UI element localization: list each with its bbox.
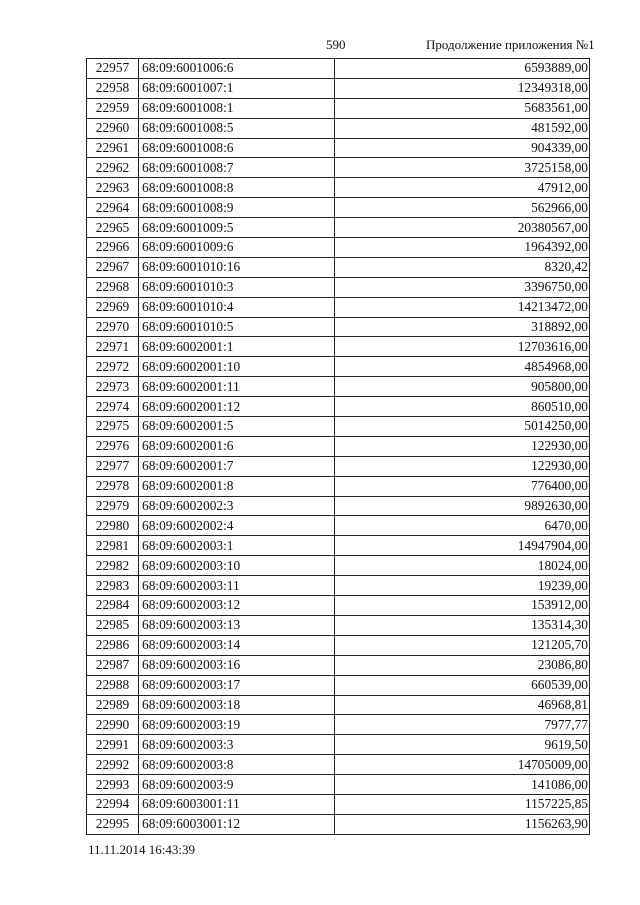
table-row: [87, 496, 590, 516]
row-number-cell: 22979: [87, 496, 139, 516]
row-number-cell: 22987: [87, 655, 139, 675]
cadastral-number-cell: 68:09:6002001:6: [139, 436, 335, 456]
cadastral-value-cell: 18024,00: [335, 556, 590, 576]
table-row: [87, 218, 590, 238]
cadastral-number-cell: 68:09:6001010:16: [139, 257, 335, 277]
cadastral-value-cell: 3396750,00: [335, 277, 590, 297]
cadastral-value-cell: 7977,77: [335, 715, 590, 735]
row-number-cell: 22993: [87, 775, 139, 795]
table-row: [87, 337, 590, 357]
table-row: [87, 98, 590, 118]
cadastral-number-cell: 68:09:6002001:5: [139, 417, 335, 437]
row-number-cell: 22986: [87, 635, 139, 655]
cadastral-number-cell: 68:09:6001009:5: [139, 218, 335, 238]
table-row: [87, 158, 590, 178]
cadastral-value-cell: 47912,00: [335, 178, 590, 198]
row-number-cell: 22984: [87, 596, 139, 616]
table-row: [87, 357, 590, 377]
row-number-cell: 22991: [87, 735, 139, 755]
table-row: [87, 755, 590, 775]
row-number-cell: 22981: [87, 536, 139, 556]
cadastral-number-cell: 68:09:6002001:11: [139, 377, 335, 397]
row-number-cell: 22975: [87, 417, 139, 437]
table-row: [87, 317, 590, 337]
row-number-cell: 22976: [87, 436, 139, 456]
table-row: [87, 695, 590, 715]
cadastral-value-cell: 14947904,00: [335, 536, 590, 556]
cadastral-number-cell: 68:09:6002002:4: [139, 516, 335, 536]
table-row: [87, 456, 590, 476]
row-number-cell: 22961: [87, 138, 139, 158]
table-row: [87, 536, 590, 556]
cadastral-value-cell: 122930,00: [335, 456, 590, 476]
table-row: [87, 715, 590, 735]
table-row: [87, 814, 590, 834]
cadastral-number-cell: 68:09:6001008:7: [139, 158, 335, 178]
cadastral-value-cell: 5014250,00: [335, 417, 590, 437]
cadastral-value-cell: 141086,00: [335, 775, 590, 795]
table-row: [87, 178, 590, 198]
cadastral-value-cell: 481592,00: [335, 118, 590, 138]
table-row: [87, 615, 590, 635]
cadastral-number-cell: 68:09:6001008:1: [139, 98, 335, 118]
row-number-cell: 22989: [87, 695, 139, 715]
cadastral-value-cell: 9619,50: [335, 735, 590, 755]
cadastral-value-cell: 660539,00: [335, 675, 590, 695]
registry-table: [86, 58, 590, 835]
row-number-cell: 22959: [87, 98, 139, 118]
row-number-cell: 22968: [87, 277, 139, 297]
cadastral-value-cell: 14705009,00: [335, 755, 590, 775]
cadastral-value-cell: 23086,80: [335, 655, 590, 675]
cadastral-number-cell: 68:09:6003001:11: [139, 794, 335, 814]
cadastral-number-cell: 68:09:6002003:10: [139, 556, 335, 576]
table-row: [87, 576, 590, 596]
row-number-cell: 22963: [87, 178, 139, 198]
cadastral-value-cell: 904339,00: [335, 138, 590, 158]
cadastral-number-cell: 68:09:6001008:8: [139, 178, 335, 198]
cadastral-number-cell: 68:09:6002003:3: [139, 735, 335, 755]
row-number-cell: 22957: [87, 59, 139, 79]
row-number-cell: 22964: [87, 198, 139, 218]
table-row: [87, 138, 590, 158]
row-number-cell: 22994: [87, 794, 139, 814]
registry-table-body: [87, 59, 590, 835]
table-row: [87, 675, 590, 695]
row-number-cell: 22982: [87, 556, 139, 576]
cadastral-number-cell: 68:09:6001010:3: [139, 277, 335, 297]
table-row: [87, 635, 590, 655]
cadastral-number-cell: 68:09:6001006:6: [139, 59, 335, 79]
row-number-cell: 22970: [87, 317, 139, 337]
cadastral-number-cell: 68:09:6002003:11: [139, 576, 335, 596]
cadastral-number-cell: 68:09:6002003:12: [139, 596, 335, 616]
continuation-note: Продолжение приложения №1: [426, 37, 595, 52]
cadastral-value-cell: 1964392,00: [335, 238, 590, 258]
cadastral-number-cell: 68:09:6001008:6: [139, 138, 335, 158]
table-row: [87, 775, 590, 795]
row-number-cell: 22992: [87, 755, 139, 775]
cadastral-number-cell: 68:09:6001008:9: [139, 198, 335, 218]
table-row: [87, 397, 590, 417]
cadastral-value-cell: 12703616,00: [335, 337, 590, 357]
cadastral-number-cell: 68:09:6002003:18: [139, 695, 335, 715]
cadastral-number-cell: 68:09:6003001:12: [139, 814, 335, 834]
cadastral-number-cell: 68:09:6002003:1: [139, 536, 335, 556]
row-number-cell: 22958: [87, 78, 139, 98]
cadastral-value-cell: 9892630,00: [335, 496, 590, 516]
row-number-cell: 22990: [87, 715, 139, 735]
table-row: [87, 417, 590, 437]
row-number-cell: 22983: [87, 576, 139, 596]
table-row: [87, 556, 590, 576]
cadastral-number-cell: 68:09:6002003:13: [139, 615, 335, 635]
cadastral-number-cell: 68:09:6001010:4: [139, 297, 335, 317]
row-number-cell: 22972: [87, 357, 139, 377]
cadastral-value-cell: 1157225,85: [335, 794, 590, 814]
table-row: [87, 516, 590, 536]
table-row: [87, 436, 590, 456]
cadastral-value-cell: 122930,00: [335, 436, 590, 456]
cadastral-number-cell: 68:09:6002001:10: [139, 357, 335, 377]
row-number-cell: 22973: [87, 377, 139, 397]
cadastral-value-cell: 135314,30: [335, 615, 590, 635]
row-number-cell: 22971: [87, 337, 139, 357]
cadastral-value-cell: 46968,81: [335, 695, 590, 715]
cadastral-value-cell: 12349318,00: [335, 78, 590, 98]
cadastral-number-cell: 68:09:6001009:6: [139, 238, 335, 258]
table-row: [87, 78, 590, 98]
cadastral-value-cell: 8320,42: [335, 257, 590, 277]
cadastral-number-cell: 68:09:6002003:17: [139, 675, 335, 695]
cadastral-value-cell: 562966,00: [335, 198, 590, 218]
cadastral-value-cell: 6593889,00: [335, 59, 590, 79]
cadastral-number-cell: 68:09:6002001:12: [139, 397, 335, 417]
cadastral-number-cell: 68:09:6002003:9: [139, 775, 335, 795]
cadastral-number-cell: 68:09:6002001:1: [139, 337, 335, 357]
table-row: [87, 655, 590, 675]
cadastral-number-cell: 68:09:6002003:16: [139, 655, 335, 675]
cadastral-value-cell: 4854968,00: [335, 357, 590, 377]
row-number-cell: 22969: [87, 297, 139, 317]
cadastral-value-cell: 860510,00: [335, 397, 590, 417]
row-number-cell: 22995: [87, 814, 139, 834]
row-number-cell: 22966: [87, 238, 139, 258]
cadastral-value-cell: 153912,00: [335, 596, 590, 616]
page-number: 590: [326, 37, 346, 52]
table-row: [87, 297, 590, 317]
cadastral-number-cell: 68:09:6002003:8: [139, 755, 335, 775]
table-row: [87, 59, 590, 79]
cadastral-number-cell: 68:09:6001010:5: [139, 317, 335, 337]
row-number-cell: 22988: [87, 675, 139, 695]
row-number-cell: 22980: [87, 516, 139, 536]
cadastral-number-cell: 68:09:6002003:14: [139, 635, 335, 655]
cadastral-number-cell: 68:09:6002001:7: [139, 456, 335, 476]
cadastral-value-cell: 1156263,90: [335, 814, 590, 834]
cadastral-value-cell: 19239,00: [335, 576, 590, 596]
table-row: [87, 476, 590, 496]
row-number-cell: 22965: [87, 218, 139, 238]
table-row: [87, 238, 590, 258]
cadastral-value-cell: 20380567,00: [335, 218, 590, 238]
row-number-cell: 22967: [87, 257, 139, 277]
cadastral-number-cell: 68:09:6001007:1: [139, 78, 335, 98]
table-row: [87, 118, 590, 138]
cadastral-value-cell: 6470,00: [335, 516, 590, 536]
table-row: [87, 596, 590, 616]
cadastral-value-cell: 905800,00: [335, 377, 590, 397]
table-row: [87, 377, 590, 397]
row-number-cell: 22985: [87, 615, 139, 635]
cadastral-value-cell: 121205,70: [335, 635, 590, 655]
cadastral-number-cell: 68:09:6001008:5: [139, 118, 335, 138]
row-number-cell: 22974: [87, 397, 139, 417]
table-row: [87, 257, 590, 277]
cadastral-value-cell: 318892,00: [335, 317, 590, 337]
row-number-cell: 22977: [87, 456, 139, 476]
row-number-cell: 22960: [87, 118, 139, 138]
cadastral-number-cell: 68:09:6002002:3: [139, 496, 335, 516]
cadastral-value-cell: 776400,00: [335, 476, 590, 496]
cadastral-number-cell: 68:09:6002001:8: [139, 476, 335, 496]
row-number-cell: 22962: [87, 158, 139, 178]
table-row: [87, 735, 590, 755]
table-row: [87, 277, 590, 297]
cadastral-value-cell: 3725158,00: [335, 158, 590, 178]
cadastral-number-cell: 68:09:6002003:19: [139, 715, 335, 735]
print-timestamp: 11.11.2014 16:43:39: [88, 842, 196, 857]
table-row: [87, 794, 590, 814]
row-number-cell: 22978: [87, 476, 139, 496]
table-row: [87, 198, 590, 218]
cadastral-value-cell: 5683561,00: [335, 98, 590, 118]
cadastral-value-cell: 14213472,00: [335, 297, 590, 317]
